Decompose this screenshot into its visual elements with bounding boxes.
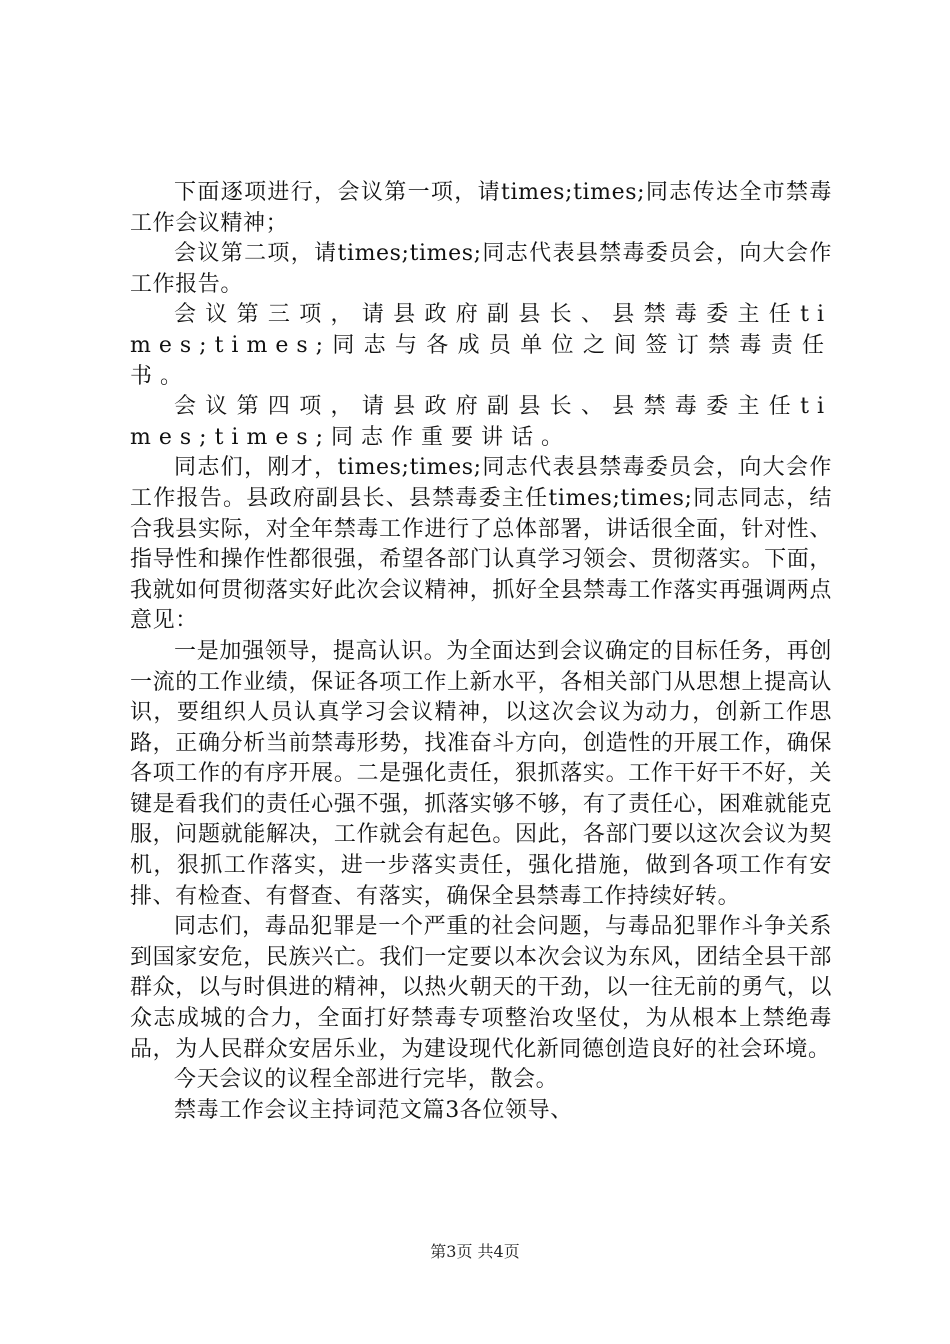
- paragraph-item-3: 会议第三项，请县政府副县长、县禁毒委主任times;times;同志与各成员单位之间签订禁毒责任书。: [130, 302, 832, 389]
- paragraph-item-6: 一是加强领导，提高认识。为全面达到会议确定的目标任务，再创一流的工作业绩，保证各项工作上新水平，各相关部门从思想上提高认识，要组织人员认真学习会议精神，以这次会议为动力，创新工作思路，正确分析当前禁毒形势，找准奋斗方向，创造性的开展工作，确保各项工作的有序开展。二是强化责任，狠抓落实。工作干好干不好，关键是看我们的责任心强不强，抓落实够不够，有了责任心，困难就能克服，问题就能解决，工作就会有起色。因此，各部门要以这次会议为契机，狠抓工作落实，进一步落实责任，强化措施，做到各项工作有安排、有检查、有督查、有落实，确保全县禁毒工作持续好转。: [130, 638, 832, 909]
- paragraph-item-2: 会议第二项，请times;times;同志代表县禁毒委员会，向大会作工作报告。: [130, 241, 832, 297]
- paragraph-item-7: 同志们，毒品犯罪是一个严重的社会问题，与毒品犯罪作斗争关系到国家安危，民族兴亡。我们一定要以本次会议为东风，团结全县干部群众，以与时俱进的精神，以热火朝天的干劲，以一往无前的勇气，以众志成城的合力，全面打好禁毒专项整治攻坚仗，为从根本上禁绝毒品，为人民群众安居乐业，为建设现代化新同德创造良好的社会环境。: [130, 914, 832, 1062]
- paragraph-item-8: 今天会议的议程全部进行完毕，散会。: [174, 1067, 559, 1093]
- paragraph-item-9: 禁毒工作会议主持词范文篇3各位领导、: [174, 1097, 573, 1123]
- page-footer: 第3页 共4页: [430, 1242, 520, 1261]
- paragraph-item-1: 下面逐项进行，会议第一项，请times;times;同志传达全市禁毒工作会议精神；: [130, 180, 832, 236]
- paragraph-item-5: 同志们，刚才，times;times;同志代表县禁毒委员会，向大会作工作报告。县政府副县长、县禁毒委主任times;times;同志同志，结合我县实际，对全年禁毒工作进行了总体部署，讲话很全面，针对性、指导性和操作性都很强，希望各部门认真学习领会、贯彻落实。下面，我就如何贯彻落实好此次会议精神，抓好全县禁毒工作落实再强调两点意见：: [130, 455, 832, 634]
- paragraph-item-4: 会议第四项，请县政府副县长、县禁毒委主任times;times;同志作重要讲话。: [130, 394, 832, 450]
- document-body: [130, 178, 832, 1126]
